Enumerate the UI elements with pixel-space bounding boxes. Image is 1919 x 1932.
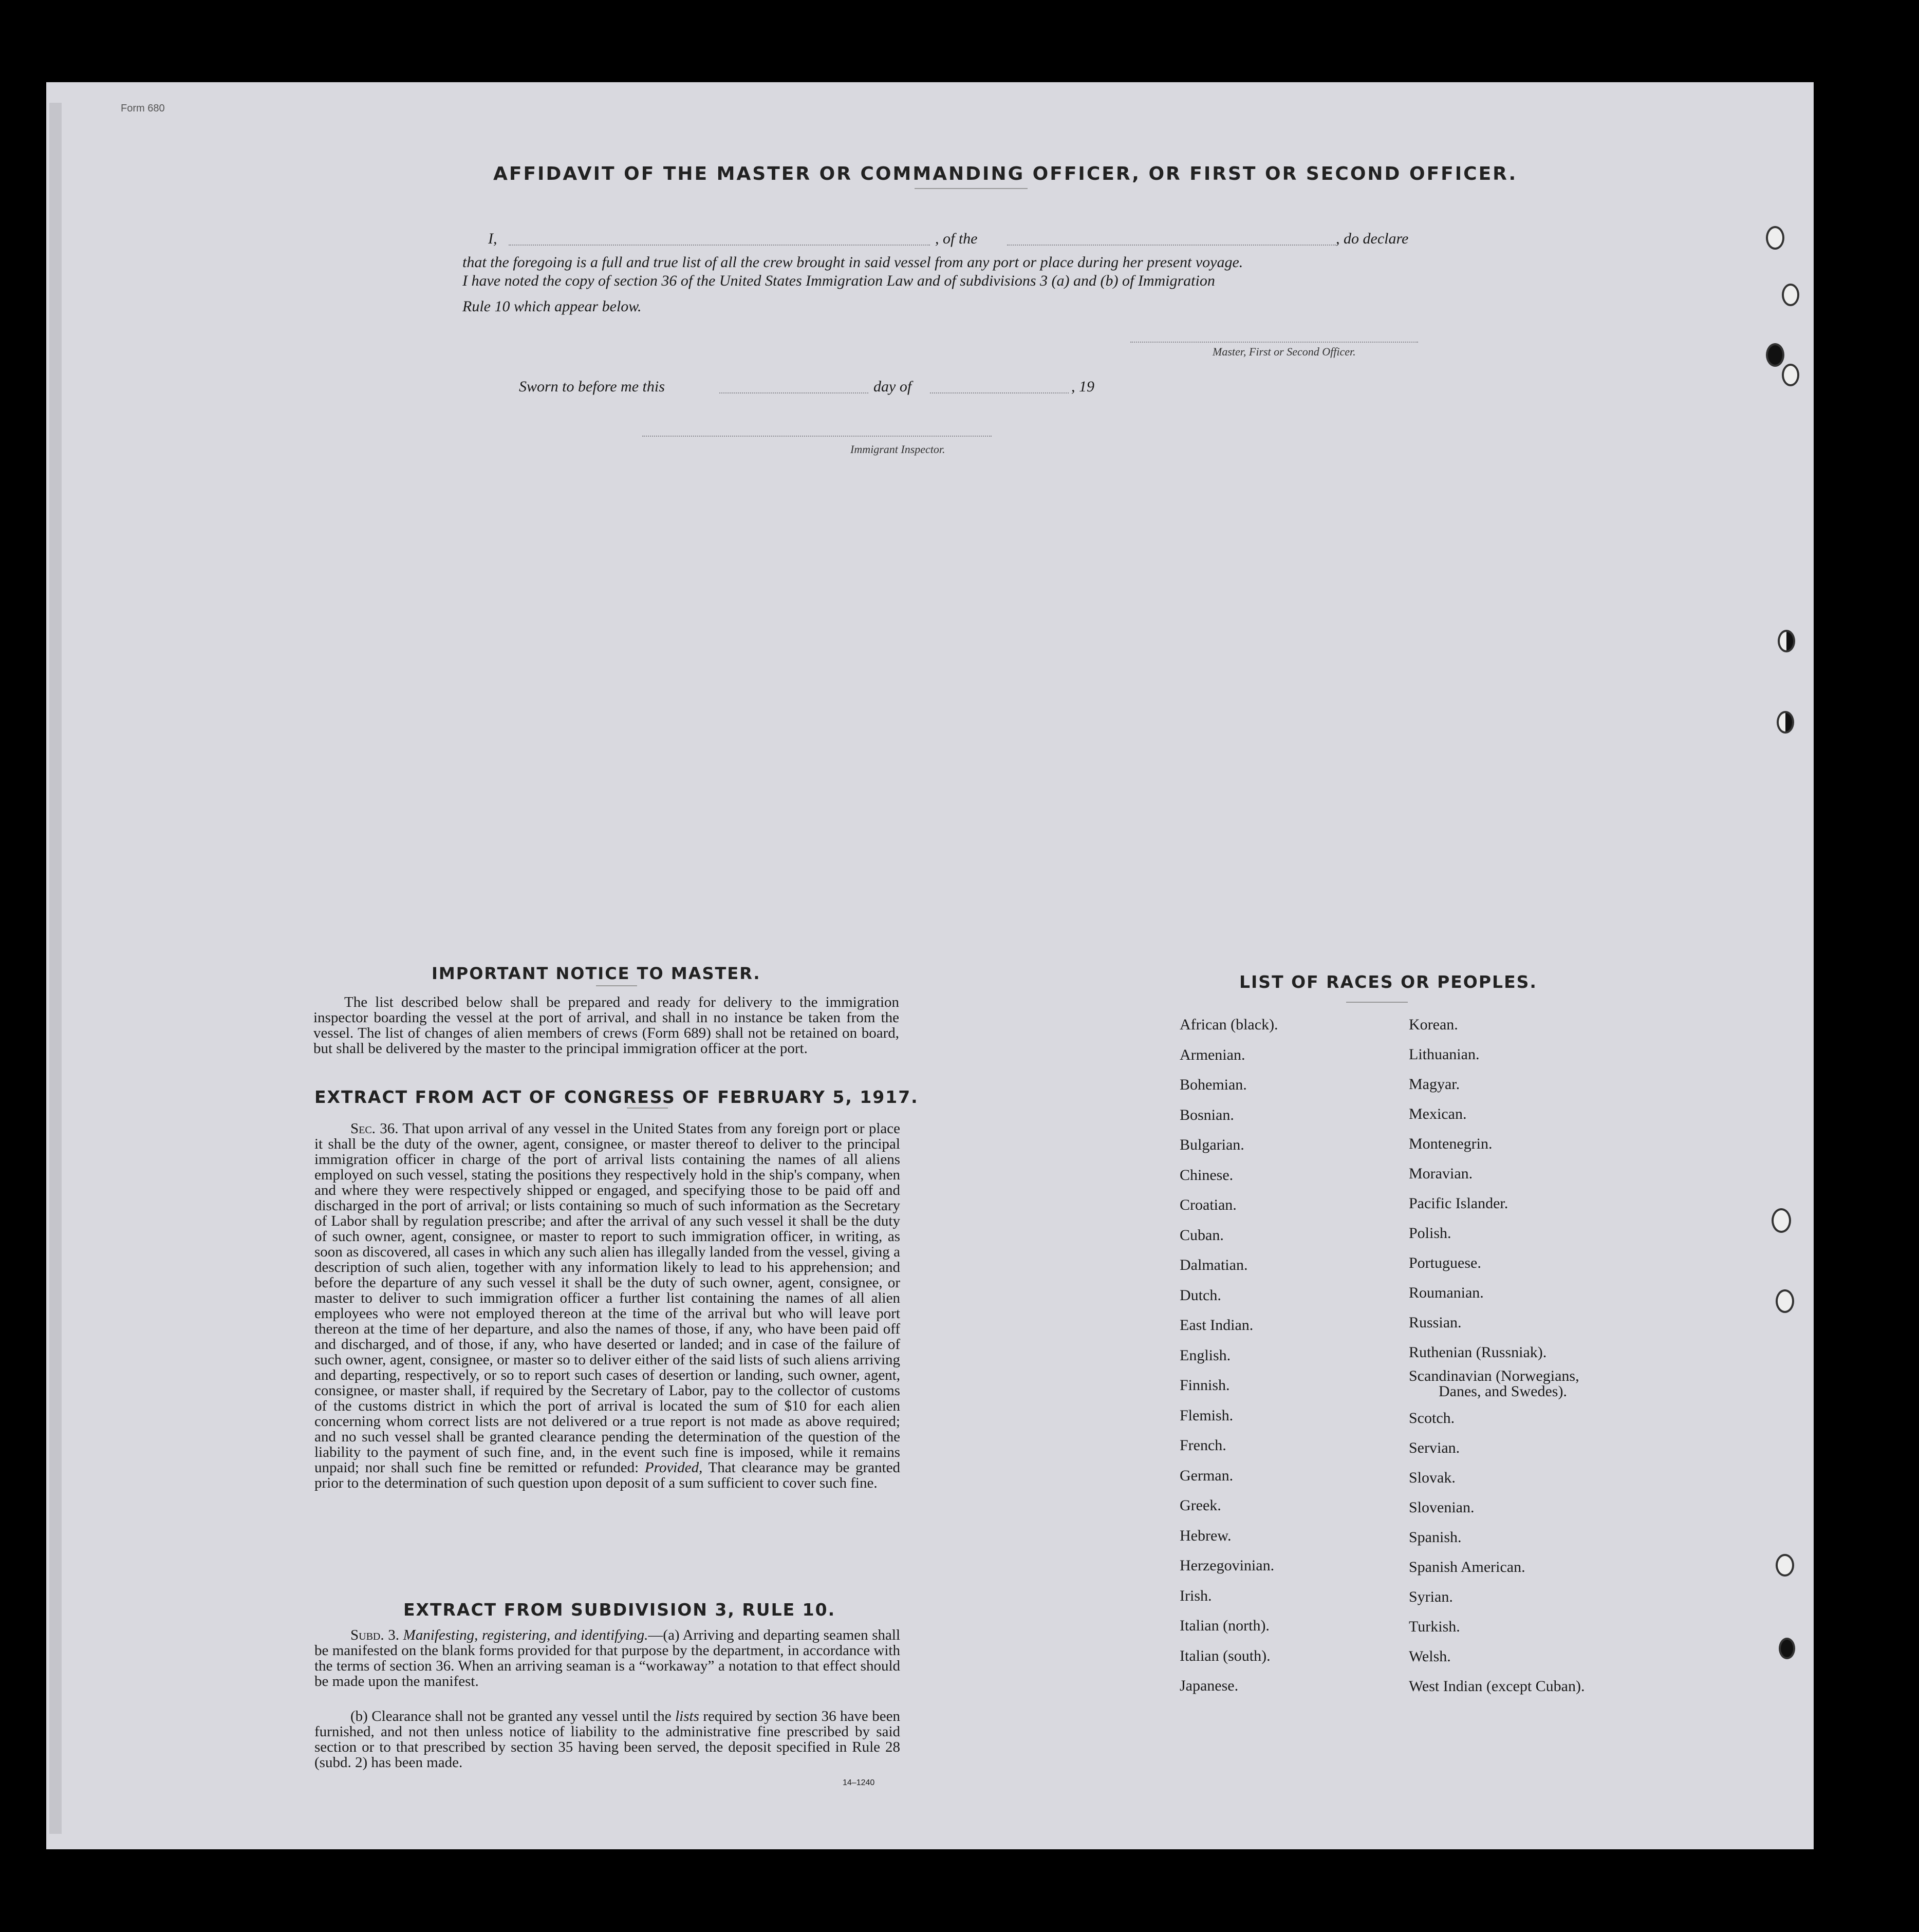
affidavit-declare: , do declare (1336, 230, 1409, 247)
race-item: Hebrew. (1180, 1527, 1232, 1544)
binder-hole (1772, 1208, 1791, 1233)
race-item: Turkish. (1409, 1618, 1460, 1635)
binder-hole (1766, 343, 1784, 367)
race-item: Lithuanian. (1409, 1046, 1480, 1063)
binder-hole (1782, 284, 1799, 306)
race-item: Moravian. (1409, 1165, 1473, 1182)
race-item: Scotch. (1409, 1410, 1455, 1427)
document-page (46, 82, 1814, 1849)
affidavit-title: AFFIDAVIT OF THE MASTER OR COMMANDING OFFICER, OR FIRST OR SECOND OFFICER. (493, 163, 1518, 184)
master-label: Master, First or Second Officer. (1213, 345, 1356, 358)
notice-title: IMPORTANT NOTICE TO MASTER. (432, 964, 761, 983)
affidavit-line3: I have noted the copy of section 36 of the United States Immigration Law and of subdivisions 3 (a) and (b) of Immigration (462, 272, 1215, 289)
race-item: Montenegrin. (1409, 1135, 1493, 1152)
page-binding-edge (49, 103, 62, 1834)
rule-title: EXTRACT FROM SUBDIVISION 3, RULE 10. (403, 1600, 836, 1620)
subd-para-a: —(a) Arriving and departing seamen shall be manifested on the blank forms provided for that purpose by the department, in accordance with the terms of section 36. When an arriving seaman is a “workaway” a notation to that effect should be made upon the manifest. (314, 1627, 900, 1690)
para-b-prefix: (b) Clearance shall not be granted any vessel until the (350, 1708, 672, 1724)
race-item: African (black). (1180, 1016, 1278, 1033)
title-underline (915, 188, 1028, 189)
sworn-text: Sworn to before me this (519, 378, 665, 395)
race-item: Armenian. (1180, 1046, 1245, 1063)
sworn-day-blank[interactable] (719, 392, 868, 393)
race-item: Dalmatian. (1180, 1256, 1248, 1273)
rule-para-b (314, 1709, 900, 1770)
sec-label: Sec. 36. (350, 1120, 399, 1137)
race-item: French. (1180, 1437, 1226, 1454)
binder-hole (1779, 1638, 1795, 1659)
inspector-signature-blank[interactable] (642, 436, 992, 437)
race-item: Bosnian. (1180, 1106, 1234, 1123)
race-item: West Indian (except Cuban). (1409, 1678, 1585, 1695)
races-underline (1346, 1002, 1408, 1003)
race-item: Servian. (1409, 1439, 1460, 1456)
race-item: Danes, and Swedes). (1439, 1383, 1567, 1400)
race-item: Portuguese. (1409, 1254, 1481, 1271)
act-title: EXTRACT FROM ACT OF CONGRESS OF FEBRUARY 5, 1917. (314, 1087, 919, 1107)
race-item: Scandinavian (Norwegians, (1409, 1367, 1579, 1384)
act-underline (627, 1108, 668, 1109)
race-item: Bohemian. (1180, 1076, 1247, 1093)
name-blank[interactable] (509, 245, 930, 246)
para-b-lists: lists (675, 1708, 699, 1724)
act-body: That upon arrival of any vessel in the United States from any foreign port or place it shall be the duty of the owner, agent, consignee, or master thereof to deliver to the principal immigration officer in charge of the port of arrival lists containing the names of all aliens employed on such vessel, stating the positions they respectively hold in the ship's company, when and where they were respectively shipped or engaged, and specifying those to be paid off and discharged in the port of arrival; or lists containing so much of such information as the Secretary of Labor shall by regulation prescribe; and after the arrival of any such vessel it shall be the duty of such owner, agent, consignee, or master to report to such immigration officer, in writing, as soon as discovered, all cases in which any such alien has illegally landed from the vessel, giving a description of such alien, together with any information likely to lead to his apprehension; and before the departure of any such vessel it shall be the duty of such owner, agent, consignee, or master to deliver to such immigration officer a further list containing the names of all alien employees who were not employed thereon at the time of the arrival but who will leave port thereon at the time of her departure, and also the names of those, if any, who have been paid off and discharged, and of those, if any, who have deserted or landed; and in case of the failure of such owner, agent, consignee, or master so to deliver either of the said lists of such aliens arriving and departing, respectively, or so to report such cases of desertion or landing, such owner, agent, consignee, or master shall, if required by the Secretary of Labor, pay to the collector of customs of the customs district in which the port of arrival is located the sum of $10 for each alien concerning whom correct lists are not delivered or a true report is not made as above required; and no such vessel shall be granted clearance pending the determination of the question of the liability to the payment of such fine, and, in the event such fine is imposed, while it remains unpaid; nor shall such fine be remitted or refunded: (314, 1120, 901, 1476)
race-item: Bulgarian. (1180, 1136, 1244, 1153)
act-body-end: That clearance may be granted prior to the determination of such question upon deposit of a sum sufficient to cover such fine. (314, 1459, 900, 1491)
binder-hole (1778, 630, 1795, 652)
race-item: Slovenian. (1409, 1499, 1475, 1516)
race-item: Chinese. (1180, 1166, 1234, 1184)
race-item: Ruthenian (Russniak). (1409, 1344, 1547, 1361)
notice-text: The list described below shall be prepared and ready for delivery to the immigration inspector boarding the vessel at the port of arrival, and shall in no instance be taken from the vessel. The list of changes of alien members of crews (Form 689) shall not be retained on board, but shall be delivered by the master to the principal immigration officer at the port. (313, 994, 899, 1057)
race-item: Slovak. (1409, 1469, 1456, 1486)
race-item: Spanish American. (1409, 1559, 1525, 1575)
day-of-text: day of (873, 378, 912, 395)
affidavit-line4: Rule 10 which appear below. (462, 298, 642, 315)
race-item: German. (1180, 1467, 1234, 1484)
binder-hole (1777, 711, 1794, 734)
race-item: Pacific Islander. (1409, 1195, 1508, 1212)
race-item: Polish. (1409, 1225, 1451, 1242)
rule-para-a (314, 1627, 900, 1689)
race-item: Magyar. (1409, 1076, 1460, 1093)
print-code: 14–1240 (843, 1778, 875, 1787)
binder-hole (1766, 226, 1784, 250)
race-item: Italian (north). (1180, 1617, 1270, 1634)
vessel-blank[interactable] (1007, 245, 1336, 246)
race-item: Finnish. (1180, 1377, 1230, 1394)
affidavit-line2: that the foregoing is a full and true list of all the crew brought in said vessel from any port or place during her present voyage. (462, 254, 1243, 271)
race-item: Roumanian. (1409, 1284, 1484, 1301)
master-signature-blank[interactable] (1130, 342, 1418, 343)
binder-hole (1776, 1554, 1794, 1577)
subd-label: Subd. 3. (350, 1627, 399, 1643)
race-item: Cuban. (1180, 1226, 1224, 1244)
race-item: Dutch. (1180, 1286, 1221, 1304)
binder-hole (1782, 364, 1799, 386)
race-item: Irish. (1180, 1587, 1212, 1604)
year-text: , 19 (1071, 378, 1094, 395)
race-item: East Indian. (1180, 1317, 1254, 1334)
race-item: Mexican. (1409, 1105, 1467, 1122)
race-item: Flemish. (1180, 1406, 1234, 1424)
race-item: Greek. (1180, 1497, 1221, 1514)
affidavit-i: I, (488, 230, 497, 247)
race-item: Spanish. (1409, 1529, 1462, 1546)
form-number: Form 680 (121, 103, 165, 114)
sworn-month-blank[interactable] (930, 392, 1069, 393)
races-title: LIST OF RACES OR PEOPLES. (1239, 972, 1537, 992)
race-item: Russian. (1409, 1314, 1462, 1331)
race-item: Korean. (1409, 1016, 1458, 1033)
race-item: Croatian. (1180, 1196, 1237, 1213)
race-item: Welsh. (1409, 1648, 1451, 1665)
act-text (314, 1121, 900, 1491)
para-b-text: required by section 36 have been furnished, and not then unless notice of liability to the administrative fine prescribed by said section or to that prescribed by section 35 having been served, the deposit specified in Rule 28 (subd. 2) has been made. (314, 1708, 901, 1771)
race-item: Herzegovinian. (1180, 1557, 1275, 1574)
binder-hole (1776, 1289, 1794, 1313)
race-item: Japanese. (1180, 1677, 1239, 1694)
race-item: Italian (south). (1180, 1647, 1271, 1664)
affidavit-of-the: , of the (935, 230, 978, 247)
race-item: Syrian. (1409, 1588, 1453, 1605)
notice-underline (596, 985, 637, 986)
inspector-label: Immigrant Inspector. (850, 443, 945, 456)
subd-heading: Manifesting, registering, and identifying. (403, 1627, 648, 1643)
provided-word: Provided, (644, 1459, 703, 1476)
race-item: English. (1180, 1346, 1231, 1364)
